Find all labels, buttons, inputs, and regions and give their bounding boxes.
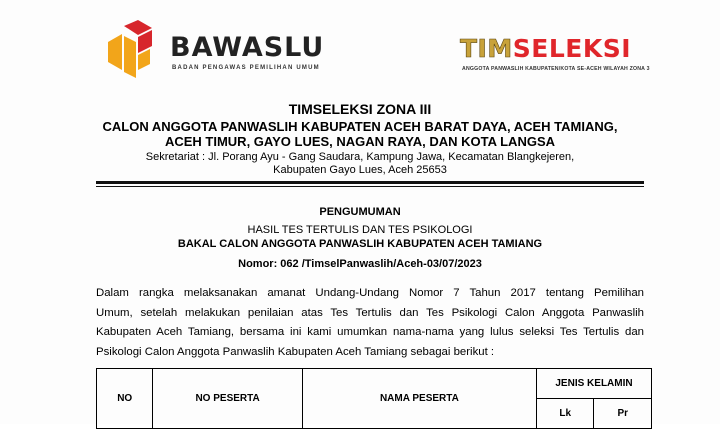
letterhead-line-1: CALON ANGGOTA PANWASLIH KABUPATEN ACEH BARAT DAYA, ACEH TAMIANG, (102, 119, 618, 134)
letterhead-divider-thin (96, 186, 644, 187)
paragraph-line: Umum, setelah melakukan penilaian atas Tes Tertulis dan Tes Psikologi Calon Anggota Panwaslih (96, 306, 644, 319)
results-table (96, 368, 652, 429)
letterhead-line-2: ACEH TIMUR, GAYO LUES, NAGAN RAYA, DAN KOTA LANGSA (164, 134, 556, 149)
secretariat-address-2: Kabupaten Gayo Lues, Aceh 25653 (273, 164, 447, 176)
bawaslu-subtitle: BADAN PENGAWAS PEMILIHAN UMUM (172, 65, 320, 71)
timseleksi-word-tim: TIM (460, 34, 513, 63)
body-paragraph (96, 284, 644, 362)
bawaslu-wordmark: BAWASLU (170, 32, 325, 63)
letterhead-divider-thick (96, 181, 644, 184)
letterhead-title: TIMSELEKSI ZONA III (288, 101, 432, 117)
paragraph-line: Kabupaten Aceh Tamiang, bersama ini kami umumkan nama-nama yang lulus seleksi Tes Tertulis dan (96, 326, 644, 338)
column-header-no: NO (97, 369, 153, 429)
announcement-number: Nomor: 062 /TimselPanwaslih/Aceh-03/07/2023 (238, 258, 482, 270)
column-header-female: Pr (594, 399, 652, 429)
timseleksi-logo (460, 34, 680, 80)
column-header-participant-no: NO PESERTA (153, 369, 302, 429)
timseleksi-word-seleksi: SELEKSI (512, 34, 632, 63)
bawaslu-logo (104, 20, 344, 80)
paragraph-line: Dalam rangka melaksanakan amanat Undang-Undang Nomor 7 Tahun 2017 tentang Pemilihan (96, 287, 644, 299)
announcement-subject: BAKAL CALON ANGGOTA PANWASLIH KABUPATEN ACEH TAMIANG (177, 238, 543, 250)
timseleksi-wordmark (460, 34, 631, 64)
paragraph-line: Psikologi Calon Anggota Panwaslih Kabupaten Aceh Tamiang sebagai berikut : (96, 345, 495, 358)
announcement-subtitle: HASIL TES TERTULIS DAN TES PSIKOLOGI (247, 224, 473, 236)
column-header-gender: JENIS KELAMIN (537, 369, 652, 399)
timseleksi-subtitle: ANGGOTA PANWASLIH KABUPATEN/KOTA SE-ACEH WILAYAH ZONA 3 (462, 66, 650, 72)
announcement-heading: PENGUMUMAN (319, 206, 401, 218)
column-header-male: Lk (537, 399, 594, 429)
secretariat-address-1: Sekretariat : Jl. Porang Ayu - Gang Saudara, Kampung Jawa, Kecamatan Blangkejeren, (145, 151, 575, 163)
column-header-participant-name: NAMA PESERTA (302, 369, 536, 429)
bawaslu-emblem-icon (104, 20, 160, 80)
